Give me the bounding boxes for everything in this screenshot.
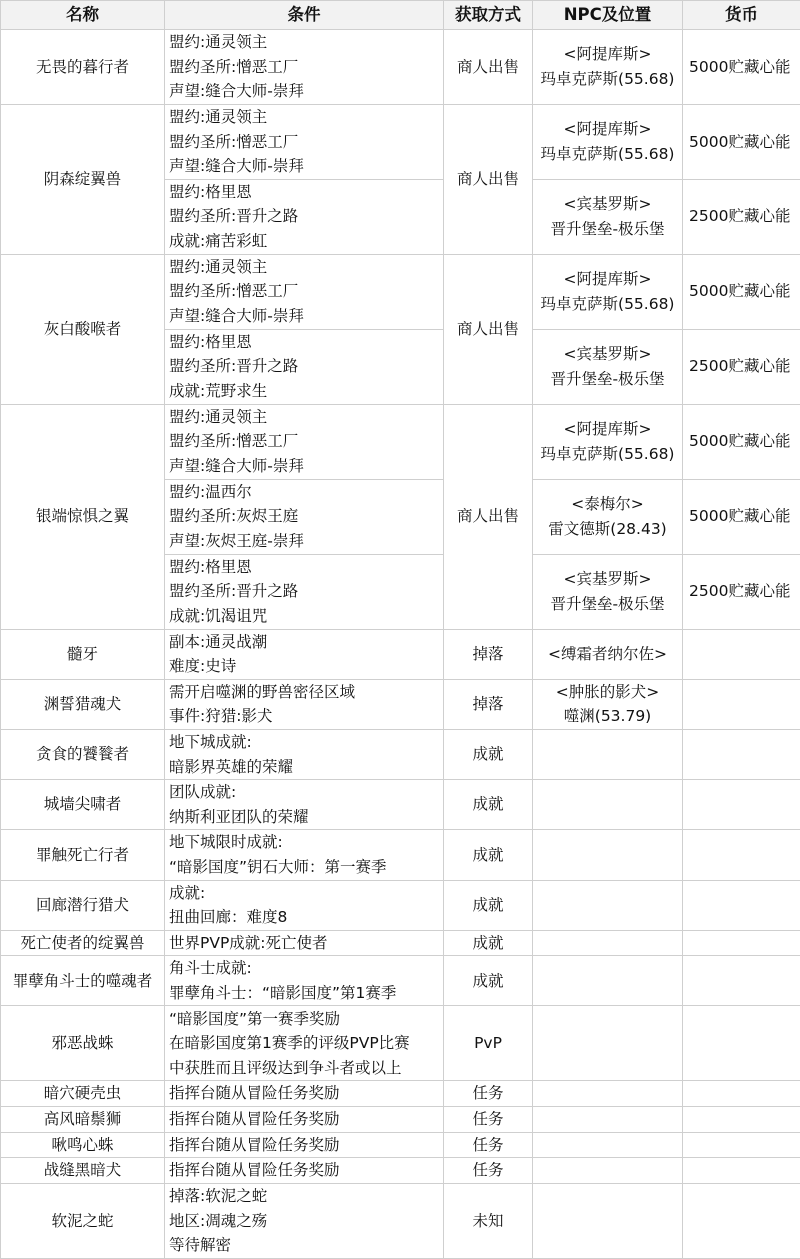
condition-line: 地下城限时成就: (169, 830, 443, 855)
condition-line: 盟约圣所:憎恶工厂 (169, 279, 443, 304)
header-method: 获取方式 (444, 1, 533, 30)
condition-line: 声望:缝合大师-崇拜 (169, 304, 443, 329)
mount-name: 贪食的饕餮者 (1, 729, 165, 779)
table-row (1, 254, 800, 329)
npc-location-cell (533, 729, 683, 779)
mount-name: 罪触死亡行者 (1, 830, 165, 880)
currency-cost: 2500贮藏心能 (683, 554, 800, 629)
mount-name: 阴森绽翼兽 (1, 105, 165, 255)
npc-location-cell (533, 629, 683, 679)
condition-line: 成就:荒野求生 (169, 379, 443, 404)
npc-location-cell (533, 179, 683, 254)
acquire-method: 成就 (444, 930, 533, 956)
currency-cost (683, 1081, 800, 1107)
mount-name: 罪孽角斗士的噬魂者 (1, 956, 165, 1006)
acquire-method: 掉落 (444, 629, 533, 679)
condition-line: 纳斯利亚团队的荣耀 (169, 805, 443, 830)
condition-line: 声望:缝合大师-崇拜 (169, 79, 443, 104)
condition-line: 世界PVP成就:死亡使者 (169, 931, 443, 956)
currency-cost (683, 880, 800, 930)
acquire-method: 成就 (444, 830, 533, 880)
condition-cell (165, 956, 444, 1006)
npc-location-line: 晋升堡垒-极乐堡 (533, 217, 682, 242)
currency-cost (683, 930, 800, 956)
mount-name: 灰白酸喉者 (1, 254, 165, 404)
mount-name: 高风暗鬃狮 (1, 1107, 165, 1133)
mount-name: 渊誓猎魂犬 (1, 679, 165, 729)
condition-line: “暗影国度”第一赛季奖励 (169, 1007, 443, 1032)
header-npc-location: NPC及位置 (533, 1, 683, 30)
condition-cell (165, 1006, 444, 1081)
table-row (1, 1107, 800, 1133)
currency-cost (683, 780, 800, 830)
condition-line: 指挥台随从冒险任务奖励 (169, 1158, 443, 1183)
condition-line: 盟约:格里恩 (169, 555, 443, 580)
npc-location-line: 雷文德斯(28.43) (533, 517, 682, 542)
condition-line: 指挥台随从冒险任务奖励 (169, 1107, 443, 1132)
condition-line: 成就: (169, 881, 443, 906)
acquire-method: PvP (444, 1006, 533, 1081)
npc-location-cell (533, 254, 683, 329)
mount-name: 无畏的暮行者 (1, 30, 165, 105)
mount-name: 城墙尖啸者 (1, 780, 165, 830)
table-row (1, 1158, 800, 1184)
condition-cell (165, 404, 444, 479)
condition-line: 盟约:通灵领主 (169, 30, 443, 55)
condition-cell (165, 679, 444, 729)
condition-line: 盟约:格里恩 (169, 180, 443, 205)
currency-cost: 2500贮藏心能 (683, 179, 800, 254)
mount-name: 暗穴硬壳虫 (1, 1081, 165, 1107)
npc-location-line: <阿提库斯> (533, 117, 682, 142)
condition-line: 事件:狩猎:影犬 (169, 704, 443, 729)
npc-location-line: <阿提库斯> (533, 267, 682, 292)
currency-cost: 5000贮藏心能 (683, 479, 800, 554)
npc-location-cell (533, 479, 683, 554)
condition-line: 副本:通灵战潮 (169, 630, 443, 655)
acquire-method: 任务 (444, 1081, 533, 1107)
condition-line: 盟约圣所:晋升之路 (169, 354, 443, 379)
condition-cell (165, 1183, 444, 1258)
npc-location-line: <肿胀的影犬> (533, 680, 682, 705)
condition-line: 盟约:温西尔 (169, 480, 443, 505)
table-row (1, 930, 800, 956)
currency-cost (683, 956, 800, 1006)
table-body (1, 30, 800, 1259)
npc-location-cell (533, 780, 683, 830)
currency-cost (683, 679, 800, 729)
condition-line: 盟约:通灵领主 (169, 255, 443, 280)
npc-location-line: <宾基罗斯> (533, 342, 682, 367)
npc-location-cell (533, 1107, 683, 1133)
acquire-method: 成就 (444, 729, 533, 779)
condition-cell (165, 930, 444, 956)
condition-line: 盟约:通灵领主 (169, 105, 443, 130)
condition-line: 成就:痛苦彩虹 (169, 229, 443, 254)
condition-line: 盟约圣所:憎恶工厂 (169, 130, 443, 155)
mount-name: 邪恶战蛛 (1, 1006, 165, 1081)
npc-location-cell (533, 830, 683, 880)
acquire-method: 成就 (444, 780, 533, 830)
acquire-method: 掉落 (444, 679, 533, 729)
condition-line: 难度:史诗 (169, 654, 443, 679)
table-row (1, 1081, 800, 1107)
condition-line: 盟约:格里恩 (169, 330, 443, 355)
condition-line: 角斗士成就: (169, 956, 443, 981)
table-row (1, 30, 800, 105)
table-row (1, 404, 800, 479)
acquire-method: 任务 (444, 1107, 533, 1133)
acquire-method: 任务 (444, 1132, 533, 1158)
npc-location-line: <阿提库斯> (533, 42, 682, 67)
npc-location-cell (533, 956, 683, 1006)
currency-cost (683, 729, 800, 779)
mount-name: 髓牙 (1, 629, 165, 679)
header-currency: 货币 (683, 1, 800, 30)
acquire-method: 商人出售 (444, 105, 533, 255)
npc-location-cell (533, 404, 683, 479)
npc-location-cell (533, 1081, 683, 1107)
condition-cell (165, 30, 444, 105)
condition-line: 地下城成就: (169, 730, 443, 755)
condition-line: 盟约圣所:灰烬王庭 (169, 504, 443, 529)
condition-line: 掉落:软泥之蛇 (169, 1184, 443, 1209)
condition-line: 在暗影国度第1赛季的评级PVP比赛 (169, 1031, 443, 1056)
header-condition: 条件 (165, 1, 444, 30)
condition-line: 成就:饥渴诅咒 (169, 604, 443, 629)
condition-cell (165, 105, 444, 180)
condition-cell (165, 254, 444, 329)
mount-name: 死亡使者的绽翼兽 (1, 930, 165, 956)
acquire-method: 商人出售 (444, 404, 533, 629)
condition-line: 盟约圣所:憎恶工厂 (169, 55, 443, 80)
npc-location-cell (533, 105, 683, 180)
table-row (1, 1006, 800, 1081)
table-row (1, 1183, 800, 1258)
npc-location-line: <阿提库斯> (533, 417, 682, 442)
condition-cell (165, 1081, 444, 1107)
npc-location-line: 噬渊(53.79) (533, 704, 682, 729)
acquire-method: 成就 (444, 880, 533, 930)
condition-cell (165, 554, 444, 629)
header-row (1, 1, 800, 30)
npc-location-cell (533, 1132, 683, 1158)
currency-cost (683, 1006, 800, 1081)
condition-line: 盟约圣所:晋升之路 (169, 204, 443, 229)
npc-location-cell (533, 554, 683, 629)
acquire-method: 成就 (444, 956, 533, 1006)
currency-cost (683, 1158, 800, 1184)
currency-cost: 5000贮藏心能 (683, 404, 800, 479)
condition-cell (165, 629, 444, 679)
condition-line: 团队成就: (169, 780, 443, 805)
npc-location-line: 玛卓克萨斯(55.68) (533, 142, 682, 167)
currency-cost (683, 1132, 800, 1158)
condition-cell (165, 1107, 444, 1133)
condition-line: 扭曲回廊：难度8 (169, 905, 443, 930)
npc-location-line: 玛卓克萨斯(55.68) (533, 292, 682, 317)
table-row (1, 880, 800, 930)
condition-cell (165, 729, 444, 779)
condition-line: 盟约圣所:憎恶工厂 (169, 429, 443, 454)
condition-cell (165, 830, 444, 880)
npc-location-line: 晋升堡垒-极乐堡 (533, 367, 682, 392)
condition-cell (165, 1132, 444, 1158)
npc-location-line: <宾基罗斯> (533, 192, 682, 217)
npc-location-cell (533, 1006, 683, 1081)
acquire-method: 未知 (444, 1183, 533, 1258)
condition-line: 盟约圣所:晋升之路 (169, 579, 443, 604)
npc-location-cell (533, 930, 683, 956)
table-row (1, 1132, 800, 1158)
table-row (1, 679, 800, 729)
npc-location-cell (533, 679, 683, 729)
condition-line: 声望:缝合大师-崇拜 (169, 454, 443, 479)
condition-cell (165, 479, 444, 554)
condition-line: 暗影界英雄的荣耀 (169, 755, 443, 780)
mount-name: 战缝黑暗犬 (1, 1158, 165, 1184)
currency-cost (683, 629, 800, 679)
table-row (1, 629, 800, 679)
currency-cost: 5000贮藏心能 (683, 30, 800, 105)
currency-cost (683, 1183, 800, 1258)
npc-location-cell (533, 30, 683, 105)
mount-name: 软泥之蛇 (1, 1183, 165, 1258)
table-row (1, 956, 800, 1006)
condition-line: 声望:缝合大师-崇拜 (169, 154, 443, 179)
condition-line: 盟约:通灵领主 (169, 405, 443, 430)
table-row (1, 105, 800, 180)
condition-line: “暗影国度”钥石大师：第一赛季 (169, 855, 443, 880)
npc-location-line: 玛卓克萨斯(55.68) (533, 67, 682, 92)
currency-cost (683, 830, 800, 880)
npc-location-line: <宾基罗斯> (533, 567, 682, 592)
npc-location-cell (533, 1183, 683, 1258)
mount-name: 银端惊惧之翼 (1, 404, 165, 629)
condition-line: 罪孽角斗士：“暗影国度”第1赛季 (169, 981, 443, 1006)
condition-cell (165, 179, 444, 254)
condition-line: 地区:凋魂之殇 (169, 1209, 443, 1234)
npc-location-cell (533, 880, 683, 930)
npc-location-line: 晋升堡垒-极乐堡 (533, 592, 682, 617)
condition-line: 需开启噬渊的野兽密径区域 (169, 680, 443, 705)
currency-cost (683, 1107, 800, 1133)
condition-cell (165, 780, 444, 830)
condition-line: 声望:灰烬王庭-崇拜 (169, 529, 443, 554)
acquire-method: 商人出售 (444, 30, 533, 105)
acquire-method: 任务 (444, 1158, 533, 1184)
condition-cell (165, 329, 444, 404)
npc-location-line: <缚霜者纳尔佐> (533, 642, 682, 667)
condition-line: 指挥台随从冒险任务奖励 (169, 1081, 443, 1106)
npc-location-cell (533, 329, 683, 404)
npc-location-line: 玛卓克萨斯(55.68) (533, 442, 682, 467)
condition-line: 中获胜而且评级达到争斗者或以上 (169, 1056, 443, 1081)
currency-cost: 2500贮藏心能 (683, 329, 800, 404)
table-row (1, 729, 800, 779)
condition-line: 指挥台随从冒险任务奖励 (169, 1133, 443, 1158)
acquire-method: 商人出售 (444, 254, 533, 404)
table-row (1, 830, 800, 880)
mount-name: 啾鸣心蛛 (1, 1132, 165, 1158)
table-row (1, 780, 800, 830)
currency-cost: 5000贮藏心能 (683, 254, 800, 329)
mount-name: 回廊潜行猎犬 (1, 880, 165, 930)
currency-cost: 5000贮藏心能 (683, 105, 800, 180)
condition-cell (165, 880, 444, 930)
npc-location-cell (533, 1158, 683, 1184)
header-name: 名称 (1, 1, 165, 30)
condition-cell (165, 1158, 444, 1184)
condition-line: 等待解密 (169, 1233, 443, 1258)
npc-location-line: <泰梅尔> (533, 492, 682, 517)
